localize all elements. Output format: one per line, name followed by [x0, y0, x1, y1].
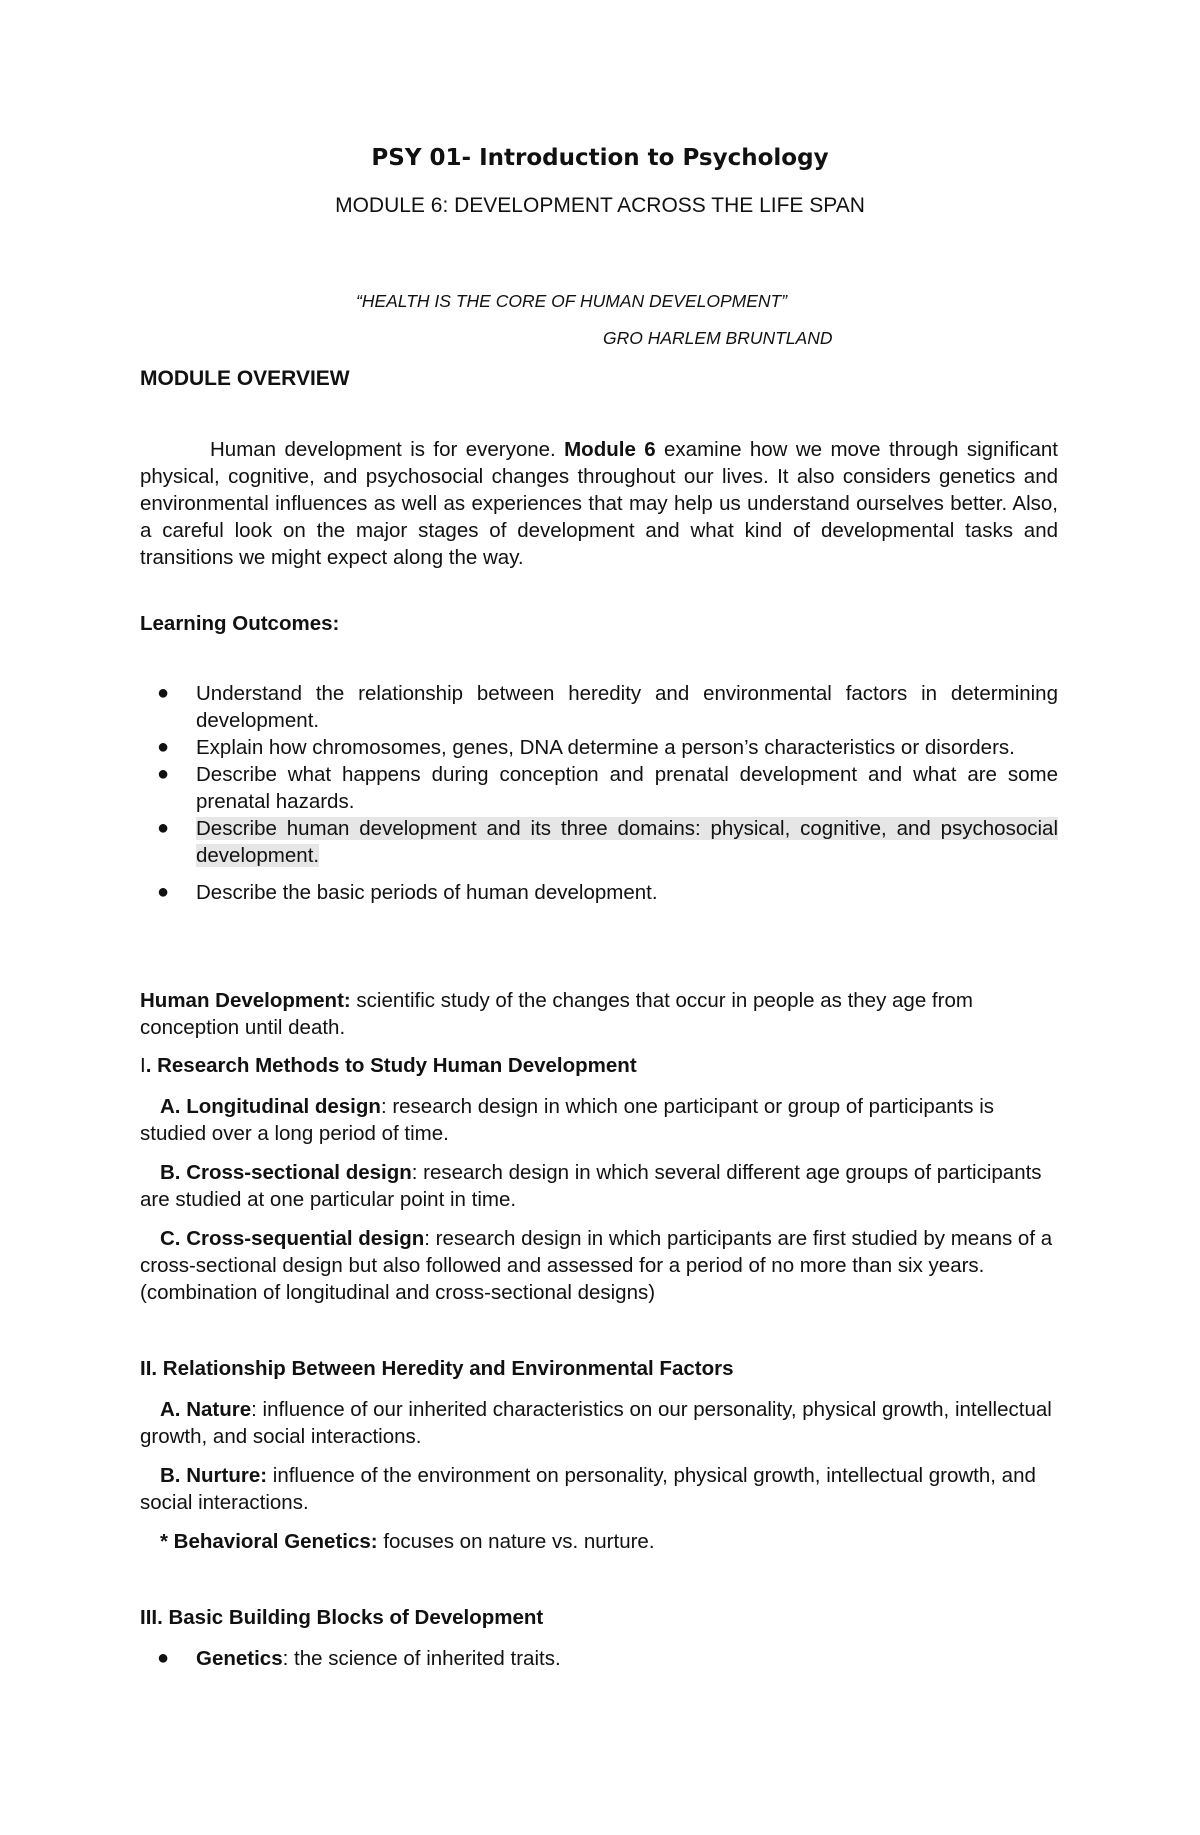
- epigraph-quote: “HEALTH IS THE CORE OF HUMAN DEVELOPMENT”: [356, 291, 788, 311]
- module-title: MODULE 6: DEVELOPMENT ACROSS THE LIFE SPAN: [335, 194, 865, 217]
- building-blocks-list: [140, 1645, 1058, 1672]
- learning-outcomes-heading: Learning Outcomes:: [140, 612, 340, 635]
- bullet-icon: ●: [157, 736, 170, 758]
- list-item: ● Describe human development and its three domains: physical, cognitive, and psychosocial development.: [157, 817, 1058, 867]
- nature-item: A. Nature: influence of our inherited characteristics on our personality, physical growth, intellectual growth, and social interactions.: [140, 1398, 1052, 1448]
- list-item: ● Genetics: the science of inherited traits.: [157, 1647, 561, 1670]
- learning-outcomes-list: [140, 680, 1058, 906]
- behavioral-genetics-item: * Behavioral Genetics: focuses on nature vs. nurture.: [160, 1530, 655, 1553]
- bullet-icon: ●: [157, 1647, 170, 1669]
- list-item: ● Explain how chromosomes, genes, DNA determine a person’s characteristics or disorders.: [157, 736, 1015, 759]
- list-item: ● Describe what happens during conception and prenatal development and what are some prenatal hazards.: [157, 763, 1058, 813]
- longitudinal-design-item: A. Longitudinal design: research design in which one participant or group of participants is studied over a long period of time.: [140, 1095, 994, 1145]
- course-title: PSY 01- Introduction to Psychology: [371, 145, 829, 171]
- nurture-item: B. Nurture: influence of the environment on personality, physical growth, intellectual growth, and social interactions.: [140, 1464, 1036, 1514]
- list-item: ● Describe the basic periods of human development.: [157, 881, 658, 904]
- module-overview-heading: MODULE OVERVIEW: [140, 367, 350, 390]
- section-2-heading: II. Relationship Between Heredity and Environmental Factors: [140, 1357, 734, 1380]
- human-development-definition: Human Development: scientific study of the changes that occur in people as they age from conception until death.: [140, 989, 973, 1039]
- module-overview-paragraph: Human development is for everyone. Module 6 examine how we move through significant physical, cognitive, and psychosocial changes throughout our lives. It also considers genetics and environmental influences as well as experiences that may help us understand ourselves better. Also, a careful look on the major stages of development and what kind of developmental tasks and transitions we might expect along the way.: [140, 438, 1059, 569]
- cross-sequential-design-item: C. Cross-sequential design: research design in which participants are first studied by means of a cross-sectional design but also followed and assessed for a period of no more than six years. (combination of longitudinal and cross-sectional designs): [140, 1227, 1053, 1304]
- section-3-heading: III. Basic Building Blocks of Development: [140, 1606, 544, 1629]
- bullet-icon: ●: [157, 763, 170, 785]
- bullet-icon: ●: [157, 817, 170, 839]
- bullet-icon: ●: [157, 881, 170, 903]
- list-item: ● Understand the relationship between heredity and environmental factors in determining development.: [157, 682, 1058, 732]
- bullet-icon: ●: [157, 682, 170, 704]
- cross-sectional-design-item: B. Cross-sectional design: research design in which several different age groups of participants are studied at one particular point in time.: [140, 1161, 1042, 1211]
- section-1-heading: I. Research Methods to Study Human Development: [140, 1054, 637, 1077]
- epigraph-author: GRO HARLEM BRUNTLAND: [603, 328, 833, 348]
